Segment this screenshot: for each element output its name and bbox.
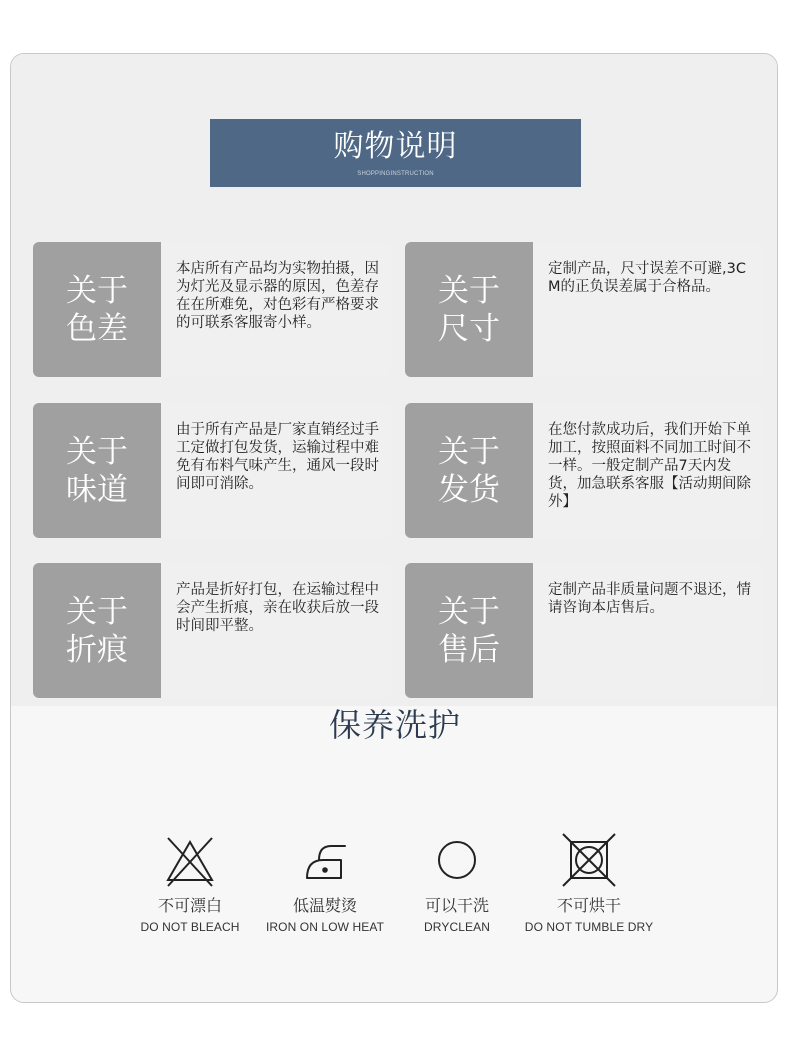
info-card-label <box>405 242 533 377</box>
label-line: 关于 <box>66 272 128 309</box>
info-card-text: 产品是折好打包，在运输过程中会产生折痕，亲在收获后放一段时间即平整。 <box>176 582 379 634</box>
info-card-color-difference <box>33 242 391 377</box>
info-card-label <box>33 242 161 377</box>
label-line: 关于 <box>438 433 500 470</box>
label-line: 关于 <box>66 433 128 470</box>
care-item-cn: 不可烘干 <box>556 896 621 915</box>
care-section-title: 保养洗护 <box>328 706 461 744</box>
label-line: 关于 <box>438 593 500 630</box>
info-card-text: 在您付款成功后，我们开始下单加工，按照面料不同加工时间不一样。一般定制产品7天内发货，加急联系客服【活动期间除外】 <box>548 422 751 510</box>
care-item-dryclean <box>382 830 532 934</box>
banner-title: 购物说明 <box>333 129 458 164</box>
label-line: 发货 <box>438 471 500 508</box>
label-line: 关于 <box>438 272 500 309</box>
care-item-no-bleach <box>115 830 265 934</box>
info-card-creases <box>33 563 391 698</box>
care-item-cn: 可以干洗 <box>424 896 489 915</box>
care-item-en: IRON ON LOW HEAT <box>265 920 385 934</box>
shopping-instructions-panel <box>11 54 778 706</box>
info-card-shipping <box>405 403 763 538</box>
label-line: 味道 <box>66 471 128 508</box>
iron-low-heat-icon <box>295 830 355 890</box>
dryclean-icon <box>427 830 487 890</box>
info-card-text: 本店所有产品均为实物拍摄，因为灯光及显示器的原因，色差存在在所难免，对色彩有严格要求的可联系客服寄小样。 <box>176 261 379 331</box>
care-item-cn: 不可漂白 <box>157 896 222 915</box>
info-card-text: 定制产品，尺寸误差不可避,3CM的正负误差属于合格品。 <box>548 261 746 295</box>
info-card-label <box>33 403 161 538</box>
care-item-cn: 低温熨烫 <box>292 896 357 915</box>
care-item-en: DO NOT BLEACH <box>140 920 240 934</box>
info-card-after-sales <box>405 563 763 698</box>
care-item-en: DRYCLEAN <box>424 920 490 934</box>
label-line: 折痕 <box>66 631 128 668</box>
info-card-label <box>405 563 533 698</box>
label-line: 色差 <box>66 310 128 347</box>
shopping-instruction-banner <box>210 119 581 187</box>
info-card-size <box>405 242 763 377</box>
info-card-text: 定制产品非质量问题不退还，情请咨询本店售后。 <box>548 582 751 616</box>
no-tumble-dry-icon <box>559 830 619 890</box>
care-item-iron-low-heat <box>250 830 400 934</box>
label-line: 售后 <box>438 631 500 668</box>
label-line: 尺寸 <box>438 310 500 347</box>
info-card-smell <box>33 403 391 538</box>
info-card-label <box>33 563 161 698</box>
care-item-en: DO NOT TUMBLE DRY <box>524 920 654 934</box>
info-card-text: 由于所有产品是厂家直销经过手工定做打包发货，运输过程中难免有布料气味产生，通风一段时间即可消除。 <box>176 422 379 492</box>
care-item-no-tumble-dry <box>514 830 664 934</box>
info-card-label <box>405 403 533 538</box>
label-line: 关于 <box>66 593 128 630</box>
no-bleach-icon <box>160 830 220 890</box>
banner-subtitle: SHOPPINGINSTRUCTION <box>357 171 434 177</box>
